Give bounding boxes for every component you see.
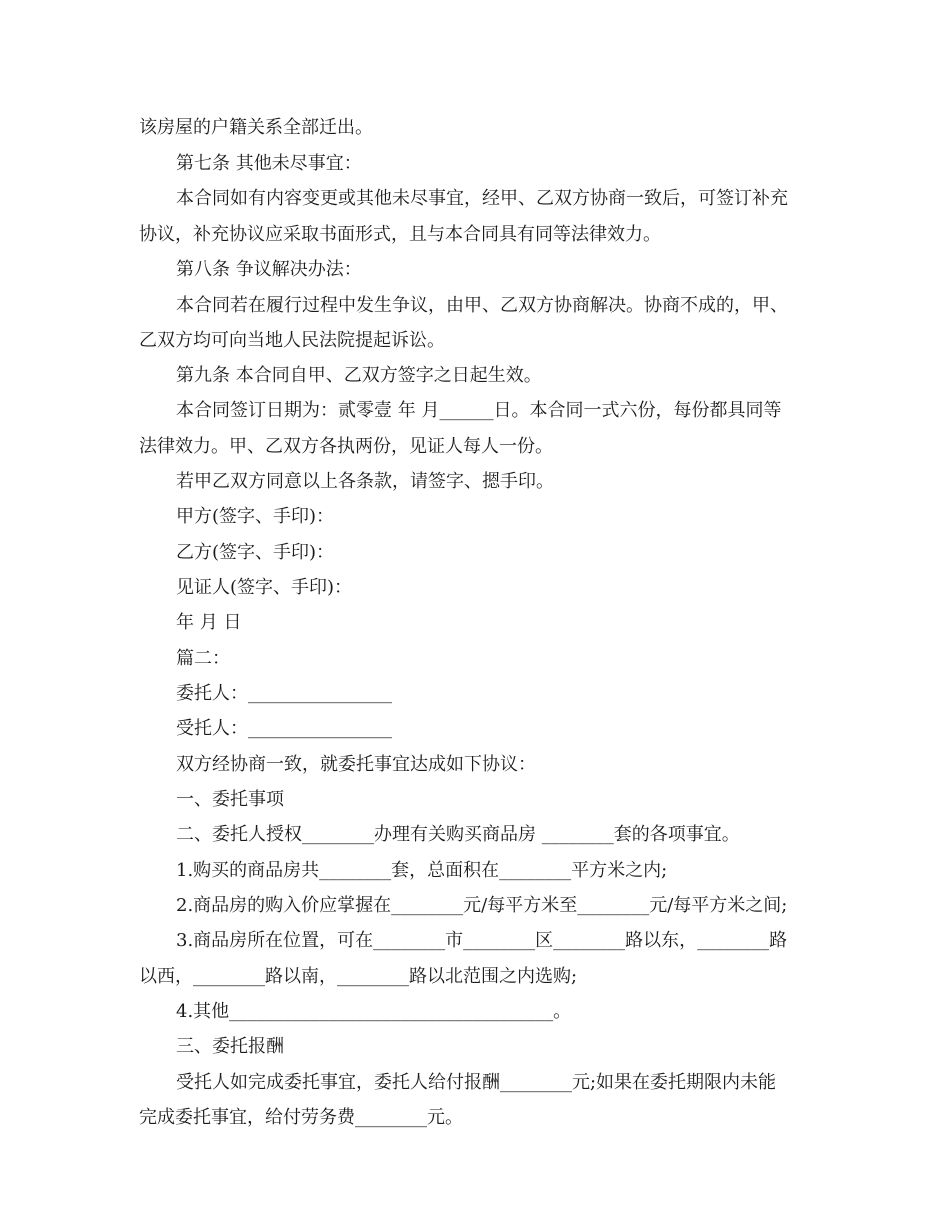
- authorization-line: 二、委托人授权________办理有关购买商品房 ________套的各项事宜。: [176, 824, 740, 845]
- item-3-line-2: 以西，________路以南，________路以北范围之内选购;: [139, 966, 578, 987]
- item-1-line: 1.购买的商品房共________套，总面积在________平方米之内;: [176, 860, 668, 881]
- article-7-text-line-2: 协议，补充协议应采取书面形式，且与本合同具有同等法律效力。: [139, 224, 661, 245]
- article-8-text-line-2: 乙双方均可向当地人民法院提起诉讼。: [139, 330, 445, 351]
- article-8-heading: 第八条 争议解决办法：: [176, 259, 362, 280]
- principal-line: 委托人：________________: [176, 683, 392, 704]
- signing-date-line-2: 法律效力。甲、乙双方各执两份，见证人每人一份。: [139, 436, 553, 457]
- consent-line: 若甲乙双方同意以上各条款，请签字、摁手印。: [176, 471, 554, 492]
- remuneration-heading: 三、委托报酬: [176, 1036, 284, 1057]
- signing-date-line-1: 本合同签订日期为：贰零壹 年 月______日。本合同一式六份，每份都具同等: [176, 400, 782, 421]
- article-7-text-line-1: 本合同如有内容变更或其他未尽事宜，经甲、乙双方协商一致后，可签订补充: [176, 188, 788, 209]
- item-2-line: 2.商品房的购入价应掌握在________元/每平方米至________元/每平方米之间;: [176, 895, 788, 916]
- section-two-heading: 篇二：: [176, 648, 230, 669]
- article-8-text-line-1: 本合同若在履行过程中发生争议，由甲、乙双方协商解决。协商不成的，甲、: [176, 295, 788, 316]
- remuneration-text-line-1: 受托人如完成委托事宜，委托人给付报酬________元;如果在委托期限内未能: [176, 1072, 777, 1093]
- party-b-signature-line: 乙方(签字、手印)：: [176, 542, 335, 563]
- remuneration-text-line-2: 完成委托事宜，给付劳务费________元。: [139, 1107, 463, 1128]
- article-9-heading: 第九条 本合同自甲、乙双方签字之日起生效。: [176, 365, 542, 386]
- entrusted-matters-heading: 一、委托事项: [176, 789, 284, 810]
- agent-line: 受托人：________________: [176, 718, 392, 739]
- party-a-signature-line: 甲方(签字、手印)：: [176, 506, 335, 527]
- date-line: 年 月 日: [176, 612, 242, 633]
- text-line-household-registration: 该房屋的户籍关系全部迁出。: [139, 117, 373, 138]
- item-4-line: 4.其他____________________________________。: [176, 1001, 572, 1022]
- item-3-line-1: 3.商品房所在位置，可在________市________区________路以东，________路: [176, 930, 788, 951]
- witness-signature-line: 见证人(签字、手印)：: [176, 577, 353, 598]
- agreement-intro-line: 双方经协商一致，就委托事宜达成如下协议：: [176, 754, 536, 775]
- article-7-heading: 第七条 其他未尽事宜：: [176, 153, 362, 174]
